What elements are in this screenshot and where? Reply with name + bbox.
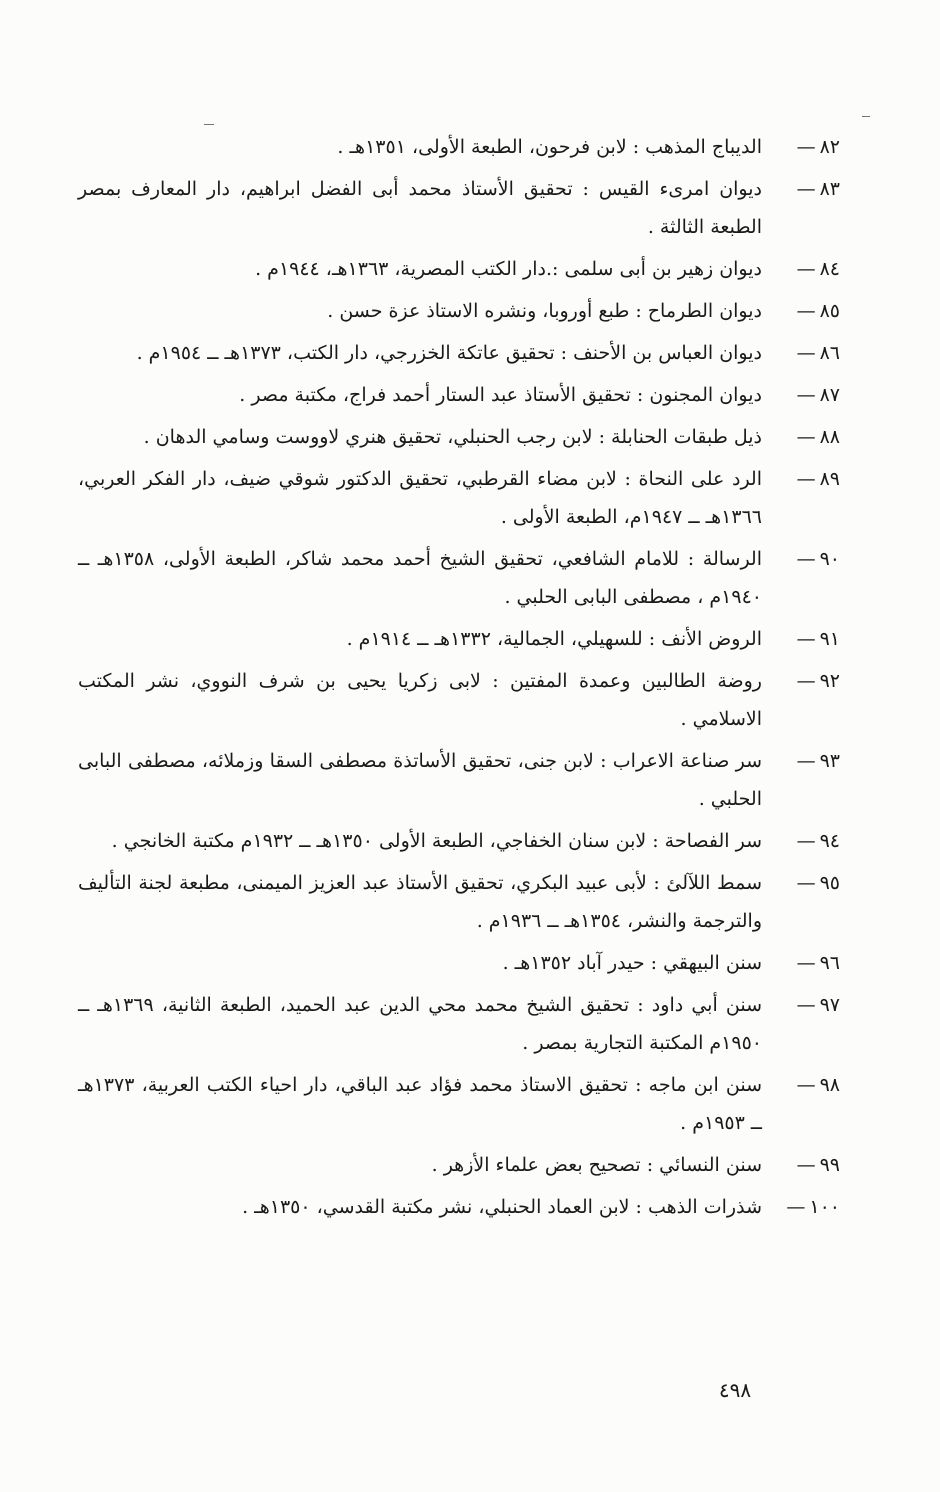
entry-number-value: ٩٣: [819, 750, 840, 772]
entry-number: [762, 864, 840, 902]
entry-number: [762, 292, 840, 330]
entry-number: [762, 986, 840, 1024]
entry-dash: —: [796, 548, 816, 570]
entry-number: [762, 250, 840, 288]
entry-number: [762, 1188, 840, 1226]
bibliography-entry: [78, 418, 840, 456]
bibliography-entry: [78, 334, 840, 372]
bibliography-entry: [78, 540, 840, 616]
entry-number-value: ٩٤: [819, 830, 840, 852]
entry-number-value: ١٠٠: [809, 1196, 840, 1218]
entry-text: ديوان زهير بن أبى سلمى :.دار الكتب المصرية، ١٣٦٣هـ، ١٩٤٤م .: [255, 258, 762, 280]
entry-number: [762, 944, 840, 982]
bibliography-entry: [78, 460, 840, 536]
entry-number-value: ٨٩: [819, 468, 840, 490]
entry-number-value: ٩٦: [819, 952, 840, 974]
entry-number-value: ٩٩: [819, 1154, 840, 1176]
entry-number-value: ٩٠: [819, 548, 840, 570]
entry-number-value: ٩٥: [819, 872, 840, 894]
entry-dash: —: [796, 830, 816, 852]
bibliography-entry: [78, 128, 840, 166]
entry-text: سمط اللآلئ : لأبى عبيد البكري، تحقيق الأستاذ عبد العزيز الميمنى، مطبعة لجنة التأليف والترجمة والنشر، ١٣٥٤هـ ــ ١٩٣٦م .: [78, 872, 762, 932]
entry-text: سر الفصاحة : لابن سنان الخفاجي، الطبعة الأولى ١٣٥٠هـ ــ ١٩٣٢م مكتبة الخانجي .: [111, 830, 762, 852]
entry-dash: —: [796, 178, 816, 200]
entry-number: [762, 376, 840, 414]
entry-dash: —: [796, 1154, 816, 1176]
bibliography-entry: [78, 1188, 840, 1226]
entry-dash: —: [796, 628, 816, 650]
entry-text: الديباج المذهب : لابن فرحون، الطبعة الأولى، ١٣٥١هـ .: [337, 136, 762, 158]
entry-number-value: ٩١: [819, 628, 840, 650]
entry-number-value: ٩٨: [819, 1074, 840, 1096]
entry-number: [762, 170, 840, 208]
entry-text: ديوان الطرماح : طبع أوروبا، ونشره الاستاذ عزة حسن .: [327, 300, 762, 322]
bibliography-entry: [78, 620, 840, 658]
entry-number-value: ٨٦: [819, 342, 840, 364]
entry-number-value: ٨٨: [819, 426, 840, 448]
bibliography-entry: [78, 170, 840, 246]
entry-text: ديوان العباس بن الأحنف : تحقيق عاتكة الخزرجي، دار الكتب، ١٣٧٣هـ ــ ١٩٥٤م .: [136, 342, 762, 364]
scan-mark-top: [204, 124, 214, 125]
bibliography-entry: [78, 864, 840, 940]
bibliography-entry: [78, 986, 840, 1062]
bibliography-entry: [78, 1146, 840, 1184]
entry-dash: —: [796, 384, 816, 406]
entry-text: سنن أبي داود : تحقيق الشيخ محمد محي الدين عبد الحميد، الطبعة الثانية، ١٣٦٩هـ ــ ١٩٥٠م المكتبة التجارية بمصر .: [78, 994, 762, 1054]
entry-dash: —: [796, 426, 816, 448]
entry-number-value: ٨٥: [819, 300, 840, 322]
entry-dash: —: [796, 750, 816, 772]
bibliography-entry: [78, 662, 840, 738]
entry-dash: —: [786, 1196, 806, 1218]
entry-number: [762, 128, 840, 166]
entry-dash: —: [796, 468, 816, 490]
entry-text: سنن البيهقي : حيدر آباد ١٣٥٢هـ .: [502, 952, 762, 974]
entry-number: [762, 822, 840, 860]
bibliography-entry: [78, 376, 840, 414]
bibliography-list: [78, 128, 840, 1230]
entry-number: [762, 742, 840, 780]
page-number: ٤٩٨: [718, 1378, 752, 1402]
bibliography-entry: [78, 944, 840, 982]
entry-dash: —: [796, 994, 816, 1016]
entry-number-value: ٩٧: [819, 994, 840, 1016]
entry-text: سر صناعة الاعراب : لابن جنى، تحقيق الأساتذة مصطفى السقا وزملائه، مصطفى البابى الحلبي .: [78, 750, 762, 810]
entry-number-value: ٨٧: [819, 384, 840, 406]
entry-dash: —: [796, 952, 816, 974]
bibliography-entry: [78, 822, 840, 860]
entry-number-value: ٨٣: [819, 178, 840, 200]
entry-number: [762, 1066, 840, 1104]
entry-number: [762, 620, 840, 658]
entry-text: ديوان امرىء القيس : تحقيق الأستاذ محمد أبى الفضل ابراهيم، دار المعارف بمصر الطبعة الثالثة .: [78, 178, 762, 238]
entry-dash: —: [796, 300, 816, 322]
entry-text: الرسالة : للامام الشافعي، تحقيق الشيخ أحمد محمد شاكر، الطبعة الأولى، ١٣٥٨هـ ــ ١٩٤٠م ، مصطفى البابى الحلبي .: [78, 548, 762, 608]
entry-number: [762, 662, 840, 700]
entry-text: سنن ابن ماجه : تحقيق الاستاذ محمد فؤاد عبد الباقي، دار احياء الكتب العربية، ١٣٧٣هـ ــ ١٩٥٣م .: [78, 1074, 762, 1134]
entry-text: سنن النسائي : تصحيح بعض علماء الأزهر .: [431, 1154, 762, 1176]
entry-number: [762, 418, 840, 456]
entry-text: الرد على النحاة : لابن مضاء القرطبي، تحقيق الدكتور شوقي ضيف، دار الفكر العربي، ١٣٦٦هـ ــ ١٩٤٧م، الطبعة الأولى .: [78, 468, 762, 528]
entry-text: شذرات الذهب : لابن العماد الحنبلي، نشر مكتبة القدسي، ١٣٥٠هـ .: [242, 1196, 762, 1218]
entry-text: ديوان المجنون : تحقيق الأستاذ عبد الستار أحمد فراج، مكتبة مصر .: [239, 384, 762, 406]
entry-text: روضة الطالبين وعمدة المفتين : لابى زكريا يحيى بن شرف النووي، نشر المكتب الاسلامي .: [78, 670, 762, 730]
entry-dash: —: [796, 258, 816, 280]
entry-dash: —: [796, 1074, 816, 1096]
bibliography-entry: [78, 1066, 840, 1142]
bibliography-entry: [78, 742, 840, 818]
entry-dash: —: [796, 136, 816, 158]
entry-number-value: ٩٢: [819, 670, 840, 692]
bibliography-entry: [78, 292, 840, 330]
entry-number: [762, 460, 840, 498]
entry-number: [762, 334, 840, 372]
entry-number: [762, 540, 840, 578]
entry-dash: —: [796, 342, 816, 364]
scan-mark-corner: [862, 116, 870, 117]
entry-dash: —: [796, 670, 816, 692]
entry-number: [762, 1146, 840, 1184]
bibliography-entry: [78, 250, 840, 288]
entry-text: ذيل طبقات الحنابلة : لابن رجب الحنبلي، تحقيق هنري لاووست وسامي الدهان .: [143, 426, 762, 448]
entry-number-value: ٨٢: [819, 136, 840, 158]
entry-number-value: ٨٤: [819, 258, 840, 280]
entry-dash: —: [796, 872, 816, 894]
entry-text: الروض الأنف : للسهيلي، الجمالية، ١٣٣٢هـ ــ ١٩١٤م .: [346, 628, 762, 650]
